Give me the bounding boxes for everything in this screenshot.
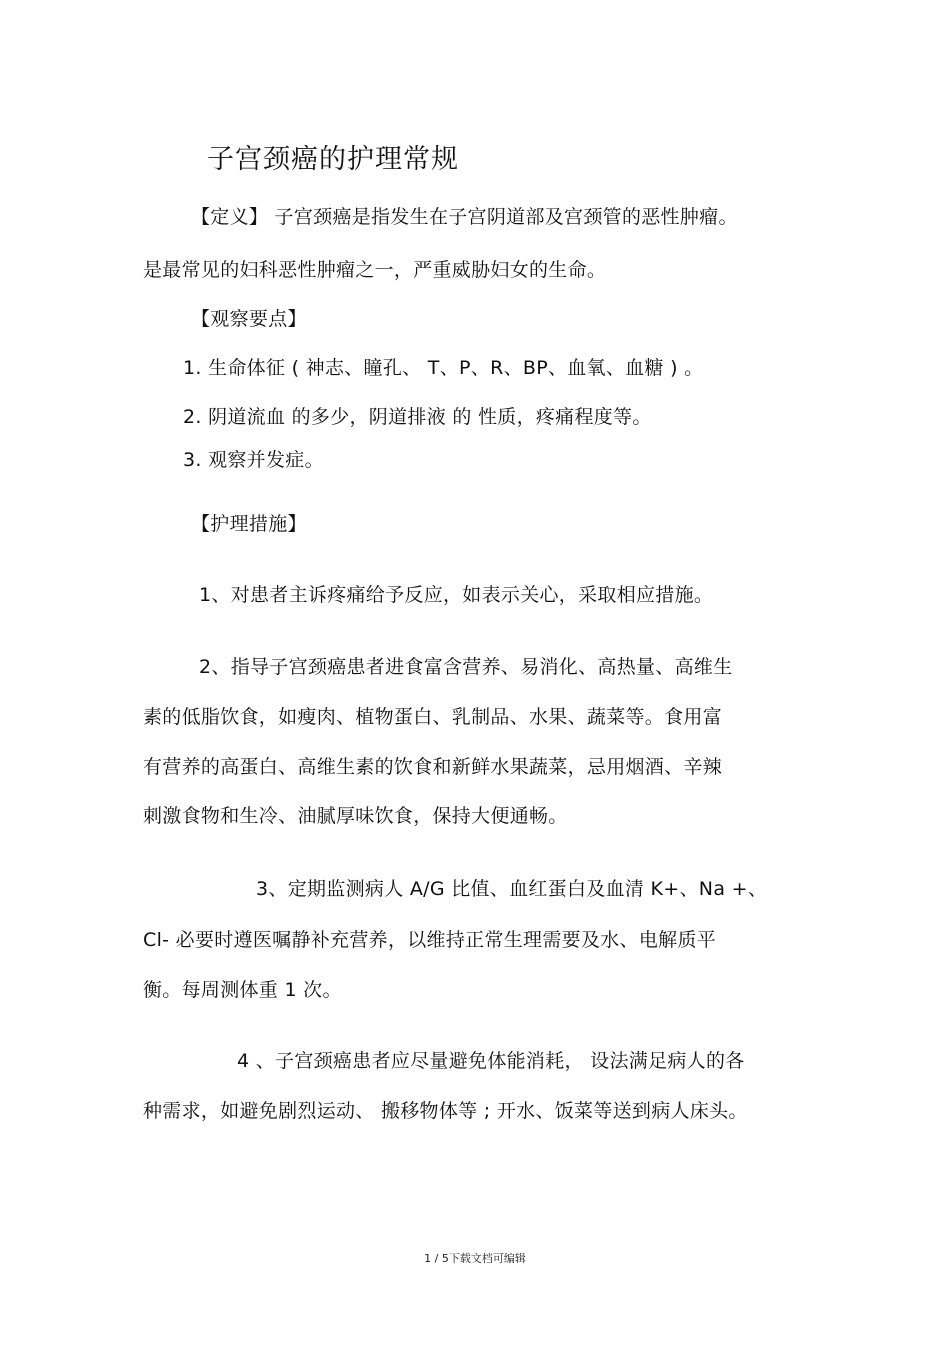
care-item-4-line-1: 4 、子宫颈癌患者应尽量避免体能消耗， 设法满足病人的各 [237, 1050, 745, 1072]
observation-heading: 【观察要点】 [191, 308, 307, 330]
definition-line-1: 【定义】 子宫颈癌是指发生在子宫阴道部及宫颈管的恶性肿瘤。 [191, 206, 738, 228]
observation-item-1: 1. 生命体征 ( 神志、瞳孔、 T、P、R、BP、血氧、血糖 ) 。 [183, 357, 704, 379]
care-item-2-line-2: 素的低脂饮食，如瘦肉、植物蛋白、乳制品、水果、蔬菜等。食用富 [143, 706, 723, 728]
definition-line-2: 是最常见的妇科恶性肿瘤之一，严重威胁妇女的生命。 [143, 259, 607, 281]
care-item-1: 1、对患者主诉疼痛给予反应，如表示关心，采取相应措施。 [199, 584, 714, 606]
care-item-2-line-1: 2、指导子宫颈癌患者进食富含营养、易消化、高热量、高维生 [199, 656, 733, 678]
care-heading: 【护理措施】 [191, 513, 307, 535]
care-item-3-line-1: 3、定期监测病人 A/G 比值、血红蛋白及血清 K+、Na +、 [256, 878, 768, 900]
care-item-3-line-3: 衡。每周测体重 1 次。 [143, 979, 342, 1001]
page-footer: 1 / 5下载文档可编辑 [424, 1252, 526, 1265]
care-item-2-line-4: 刺激食物和生冷、油腻厚味饮食，保持大便通畅。 [143, 805, 568, 827]
document-title: 子宫颈癌的护理常规 [207, 144, 459, 175]
care-item-2-line-3: 有营养的高蛋白、高维生素的饮食和新鲜水果蔬菜，忌用烟酒、辛辣 [143, 756, 723, 778]
observation-item-3: 3. 观察并发症。 [183, 449, 324, 471]
care-item-4-line-2: 种需求，如避免剧烈运动、 搬移物体等 ; 开水、饭菜等送到病人床头。 [143, 1100, 748, 1122]
observation-item-2: 2. 阴道流血 的多少，阴道排液 的 性质，疼痛程度等。 [183, 406, 652, 428]
care-item-3-line-2: Cl- 必要时遵医嘱静补充营养，以维持正常生理需要及水、电解质平 [143, 929, 717, 951]
